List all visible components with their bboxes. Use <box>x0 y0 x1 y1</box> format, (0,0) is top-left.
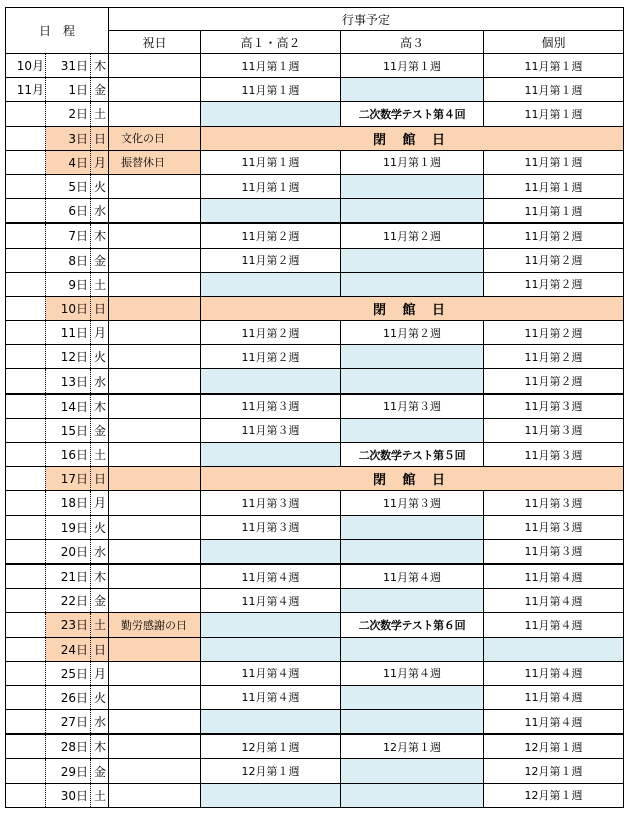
koko3-cell <box>341 369 484 394</box>
month-cell <box>6 345 46 369</box>
koko3-cell <box>341 783 484 807</box>
month-cell <box>6 394 46 419</box>
weekday-cell: 木 <box>91 564 109 589</box>
holiday-cell <box>109 491 201 515</box>
koko12-cell: 11月第２週 <box>201 223 341 248</box>
koko12-cell: 11月第２週 <box>201 321 341 345</box>
weekday-cell: 土 <box>91 443 109 467</box>
koko12-cell: 11月第３週 <box>201 491 341 515</box>
koko3-cell <box>341 174 484 198</box>
kobetsu-cell: 12月第１週 <box>484 783 624 807</box>
holiday-cell <box>109 589 201 613</box>
koko3-cell <box>341 589 484 613</box>
holiday-cell <box>109 443 201 467</box>
kobetsu-cell <box>484 637 624 661</box>
day-cell: 6日 <box>46 199 91 224</box>
month-cell <box>6 734 46 759</box>
day-cell: 2日 <box>46 102 91 126</box>
schedule-row <box>6 759 624 783</box>
weekday-cell: 日 <box>91 467 109 491</box>
koko3-cell: 11月第４週 <box>341 661 484 685</box>
weekday-cell: 水 <box>91 710 109 735</box>
closed-day-cell: 閉 館 日 <box>201 126 624 150</box>
koko3-cell <box>341 418 484 442</box>
schedule-row <box>6 491 624 515</box>
holiday-cell <box>109 515 201 539</box>
kobetsu-cell: 11月第２週 <box>484 223 624 248</box>
koko12-cell <box>201 369 341 394</box>
weekday-cell: 金 <box>91 78 109 102</box>
kobetsu-cell: 11月第３週 <box>484 515 624 539</box>
koko3-cell: 11月第２週 <box>341 223 484 248</box>
weekday-cell: 日 <box>91 126 109 150</box>
schedule-row <box>6 467 624 491</box>
weekday-cell: 金 <box>91 248 109 272</box>
koko12-cell: 11月第１週 <box>201 174 341 198</box>
day-cell: 7日 <box>46 223 91 248</box>
koko3-cell <box>341 199 484 224</box>
weekday-cell: 金 <box>91 418 109 442</box>
day-cell: 9日 <box>46 272 91 296</box>
weekday-cell: 木 <box>91 734 109 759</box>
weekday-cell: 水 <box>91 199 109 224</box>
koko12-cell: 12月第１週 <box>201 734 341 759</box>
day-cell: 25日 <box>46 661 91 685</box>
holiday-cell <box>109 345 201 369</box>
weekday-cell: 火 <box>91 515 109 539</box>
day-cell: 22日 <box>46 589 91 613</box>
kobetsu-cell: 11月第４週 <box>484 613 624 637</box>
koko3-cell <box>341 539 484 564</box>
month-cell <box>6 467 46 491</box>
month-cell <box>6 589 46 613</box>
holiday-cell: 振替休日 <box>109 150 201 174</box>
kobetsu-cell: 11月第２週 <box>484 272 624 296</box>
day-cell: 27日 <box>46 710 91 735</box>
month-cell <box>6 126 46 150</box>
holiday-cell <box>109 734 201 759</box>
month-cell <box>6 637 46 661</box>
weekday-cell: 金 <box>91 759 109 783</box>
kobetsu-cell: 11月第２週 <box>484 345 624 369</box>
holiday-cell <box>109 54 201 78</box>
schedule-row <box>6 102 624 126</box>
koko3-cell <box>341 637 484 661</box>
schedule-body <box>6 54 624 808</box>
day-cell: 11日 <box>46 321 91 345</box>
schedule-table <box>5 7 624 808</box>
schedule-row <box>6 661 624 685</box>
schedule-row <box>6 443 624 467</box>
koko12-cell <box>201 102 341 126</box>
koko12-cell: 11月第１週 <box>201 150 341 174</box>
holiday-cell <box>109 539 201 564</box>
schedule-row <box>6 321 624 345</box>
weekday-cell: 月 <box>91 150 109 174</box>
kobetsu-cell: 11月第１週 <box>484 54 624 78</box>
holiday-cell <box>109 759 201 783</box>
koko3-cell: 二次数学テスト第４回 <box>341 102 484 126</box>
schedule-row <box>6 539 624 564</box>
schedule-row <box>6 296 624 320</box>
koko3-cell: 二次数学テスト第５回 <box>341 443 484 467</box>
day-cell: 10日 <box>46 296 91 320</box>
koko3-cell <box>341 78 484 102</box>
kobetsu-cell: 11月第３週 <box>484 394 624 419</box>
koko12-cell <box>201 272 341 296</box>
weekday-cell: 金 <box>91 589 109 613</box>
schedule-row <box>6 174 624 198</box>
day-cell: 14日 <box>46 394 91 419</box>
kobetsu-header: 個別 <box>484 31 624 54</box>
schedule-header: 日 程 <box>6 8 109 54</box>
weekday-cell: 月 <box>91 661 109 685</box>
koko12-cell: 11月第２週 <box>201 345 341 369</box>
day-cell: 18日 <box>46 491 91 515</box>
kobetsu-cell: 11月第１週 <box>484 102 624 126</box>
month-cell <box>6 369 46 394</box>
schedule-row <box>6 150 624 174</box>
schedule-row <box>6 126 624 150</box>
holiday-cell <box>109 394 201 419</box>
holiday-cell <box>109 685 201 709</box>
weekday-cell: 木 <box>91 223 109 248</box>
schedule-row <box>6 418 624 442</box>
koko12-cell: 12月第１週 <box>201 759 341 783</box>
weekday-cell: 火 <box>91 685 109 709</box>
weekday-cell: 日 <box>91 296 109 320</box>
month-cell <box>6 199 46 224</box>
kobetsu-cell: 11月第３週 <box>484 491 624 515</box>
kobetsu-cell: 11月第１週 <box>484 174 624 198</box>
koko12-cell: 11月第１週 <box>201 78 341 102</box>
month-cell <box>6 515 46 539</box>
schedule-row <box>6 783 624 807</box>
koko12-cell <box>201 539 341 564</box>
holiday-cell <box>109 564 201 589</box>
month-cell: 11月 <box>6 78 46 102</box>
koko12-cell: 11月第４週 <box>201 661 341 685</box>
schedule-row <box>6 710 624 735</box>
weekday-cell: 月 <box>91 491 109 515</box>
holiday-cell: 文化の日 <box>109 126 201 150</box>
day-cell: 15日 <box>46 418 91 442</box>
holiday-cell <box>109 321 201 345</box>
holiday-cell <box>109 369 201 394</box>
month-cell <box>6 102 46 126</box>
weekday-cell: 日 <box>91 637 109 661</box>
weekday-cell: 土 <box>91 783 109 807</box>
kobetsu-cell: 11月第４週 <box>484 564 624 589</box>
schedule-row <box>6 54 624 78</box>
schedule-row <box>6 78 624 102</box>
day-cell: 4日 <box>46 150 91 174</box>
weekday-cell: 木 <box>91 394 109 419</box>
koko12-cell <box>201 613 341 637</box>
kobetsu-cell: 11月第２週 <box>484 321 624 345</box>
koko3-cell: 11月第１週 <box>341 150 484 174</box>
schedule-row <box>6 199 624 224</box>
day-cell: 5日 <box>46 174 91 198</box>
closed-day-cell: 閉 館 日 <box>201 296 624 320</box>
day-cell: 30日 <box>46 783 91 807</box>
day-cell: 26日 <box>46 685 91 709</box>
kobetsu-cell: 11月第４週 <box>484 589 624 613</box>
events-header: 行事予定 <box>109 8 624 31</box>
schedule-row <box>6 734 624 759</box>
day-cell: 20日 <box>46 539 91 564</box>
holiday-cell <box>109 223 201 248</box>
koko12-cell: 11月第４週 <box>201 685 341 709</box>
month-cell <box>6 491 46 515</box>
month-cell <box>6 685 46 709</box>
koko3-cell: 二次数学テスト第６回 <box>341 613 484 637</box>
closed-day-cell: 閉 館 日 <box>201 467 624 491</box>
weekday-cell: 土 <box>91 102 109 126</box>
holiday-cell: 勤労感謝の日 <box>109 613 201 637</box>
month-cell <box>6 710 46 735</box>
month-cell <box>6 296 46 320</box>
kobetsu-cell: 12月第１週 <box>484 759 624 783</box>
day-cell: 28日 <box>46 734 91 759</box>
schedule-row <box>6 613 624 637</box>
kobetsu-cell: 11月第３週 <box>484 539 624 564</box>
schedule-row <box>6 369 624 394</box>
koko3-cell <box>341 272 484 296</box>
koko12-cell: 11月第３週 <box>201 418 341 442</box>
month-cell <box>6 443 46 467</box>
day-cell: 17日 <box>46 467 91 491</box>
schedule-row <box>6 345 624 369</box>
day-cell: 29日 <box>46 759 91 783</box>
koko12-cell <box>201 637 341 661</box>
holiday-cell <box>109 661 201 685</box>
holiday-cell <box>109 174 201 198</box>
day-cell: 13日 <box>46 369 91 394</box>
kobetsu-cell: 11月第３週 <box>484 443 624 467</box>
weekday-cell: 火 <box>91 174 109 198</box>
day-cell: 3日 <box>46 126 91 150</box>
koko3-cell <box>341 710 484 735</box>
month-cell: 10月 <box>6 54 46 78</box>
koko3-cell <box>341 685 484 709</box>
schedule-row <box>6 637 624 661</box>
koko3-cell <box>341 515 484 539</box>
koko3-cell: 11月第３週 <box>341 491 484 515</box>
holiday-cell <box>109 710 201 735</box>
day-cell: 24日 <box>46 637 91 661</box>
month-cell <box>6 223 46 248</box>
weekday-cell: 土 <box>91 613 109 637</box>
koko12-header: 高１・高２ <box>201 31 341 54</box>
koko3-cell: 11月第２週 <box>341 321 484 345</box>
holiday-cell <box>109 78 201 102</box>
koko3-cell: 11月第３週 <box>341 394 484 419</box>
weekday-cell: 木 <box>91 54 109 78</box>
koko3-cell <box>341 345 484 369</box>
month-cell <box>6 783 46 807</box>
day-cell: 31日 <box>46 54 91 78</box>
schedule-row <box>6 564 624 589</box>
weekday-cell: 水 <box>91 369 109 394</box>
koko3-cell: 11月第４週 <box>341 564 484 589</box>
holiday-cell <box>109 102 201 126</box>
kobetsu-cell: 12月第１週 <box>484 734 624 759</box>
koko12-cell <box>201 443 341 467</box>
kobetsu-cell: 11月第４週 <box>484 661 624 685</box>
holiday-cell <box>109 637 201 661</box>
day-cell: 8日 <box>46 248 91 272</box>
day-cell: 1日 <box>46 78 91 102</box>
kobetsu-cell: 11月第４週 <box>484 685 624 709</box>
koko12-cell: 11月第３週 <box>201 394 341 419</box>
koko3-cell <box>341 759 484 783</box>
weekday-cell: 水 <box>91 539 109 564</box>
day-cell: 23日 <box>46 613 91 637</box>
day-cell: 21日 <box>46 564 91 589</box>
schedule-row <box>6 272 624 296</box>
schedule-row <box>6 685 624 709</box>
schedule-row <box>6 515 624 539</box>
weekday-cell: 火 <box>91 345 109 369</box>
month-cell <box>6 321 46 345</box>
kobetsu-cell: 11月第３週 <box>484 418 624 442</box>
kobetsu-cell: 11月第１週 <box>484 150 624 174</box>
kobetsu-cell: 11月第４週 <box>484 710 624 735</box>
month-cell <box>6 661 46 685</box>
holiday-header: 祝日 <box>109 31 201 54</box>
holiday-cell <box>109 272 201 296</box>
month-cell <box>6 613 46 637</box>
month-cell <box>6 150 46 174</box>
day-cell: 16日 <box>46 443 91 467</box>
day-cell: 12日 <box>46 345 91 369</box>
day-cell: 19日 <box>46 515 91 539</box>
koko12-cell: 11月第４週 <box>201 589 341 613</box>
koko12-cell: 11月第４週 <box>201 564 341 589</box>
month-cell <box>6 248 46 272</box>
schedule-row <box>6 394 624 419</box>
kobetsu-cell: 11月第２週 <box>484 369 624 394</box>
schedule-row <box>6 223 624 248</box>
holiday-cell <box>109 296 201 320</box>
koko3-cell <box>341 248 484 272</box>
holiday-cell <box>109 248 201 272</box>
koko3-header: 高３ <box>341 31 484 54</box>
holiday-cell <box>109 418 201 442</box>
weekday-cell: 月 <box>91 321 109 345</box>
koko12-cell: 11月第２週 <box>201 248 341 272</box>
holiday-cell <box>109 783 201 807</box>
month-cell <box>6 539 46 564</box>
koko12-cell: 11月第１週 <box>201 54 341 78</box>
weekday-cell: 土 <box>91 272 109 296</box>
koko12-cell <box>201 199 341 224</box>
schedule-table-wrapper <box>5 7 624 808</box>
koko12-cell <box>201 710 341 735</box>
month-cell <box>6 174 46 198</box>
koko3-cell: 12月第１週 <box>341 734 484 759</box>
koko12-cell <box>201 783 341 807</box>
koko12-cell: 11月第３週 <box>201 515 341 539</box>
month-cell <box>6 759 46 783</box>
kobetsu-cell: 11月第２週 <box>484 248 624 272</box>
kobetsu-cell: 11月第１週 <box>484 199 624 224</box>
month-cell <box>6 564 46 589</box>
schedule-row <box>6 248 624 272</box>
holiday-cell <box>109 467 201 491</box>
month-cell <box>6 272 46 296</box>
schedule-row <box>6 589 624 613</box>
koko3-cell: 11月第１週 <box>341 54 484 78</box>
kobetsu-cell: 11月第１週 <box>484 78 624 102</box>
holiday-cell <box>109 199 201 224</box>
month-cell <box>6 418 46 442</box>
